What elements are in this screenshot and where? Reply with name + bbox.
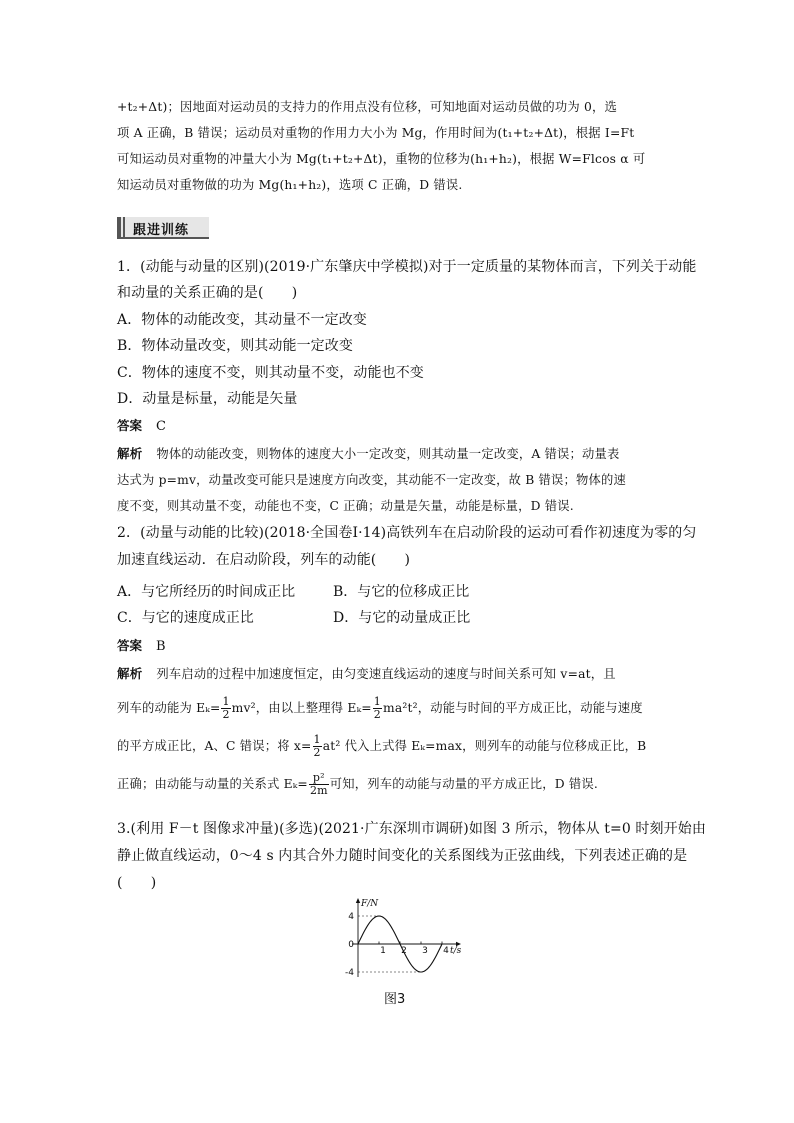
q2-explanation-line-4 [117,772,677,797]
q1-stem-line-1: 1．(动能与动量的区别)(2019·广东肇庆中学模拟)对于一定质量的某物体而言，下列关于动能 [117,259,697,275]
x-tick-label: 2 [401,946,407,956]
q1-explanation-text-1: 物体的动能改变，则物体的速度大小一定改变，则其动量一定改变，A 错误；动量表 [156,447,620,461]
fraction-numerator: 1 [222,695,230,708]
fraction-half [221,696,230,721]
q1-explanation-line-1 [117,445,677,463]
q2-answer-value: B [156,639,166,654]
q1-option-c: C．物体的速度不变，则其动量不变，动能也不变 [117,365,424,381]
q2-exp3-part-a: 的平方成正比，A、C 错误；将 x= [117,739,312,753]
q1-answer-label: 答案 [117,418,143,433]
q2-stem-line-2: 加速直线运动．在启动阶段，列车的动能( ) [117,552,411,568]
q2-explanation-label: 解析 [117,666,143,681]
x-tick-label: 1 [380,946,386,956]
f-t-chart [330,897,470,977]
prev-explanation-line-3: 可知运动员对重物的冲量大小为 Mg(t₁+t₂+Δt)，重物的位移为(h₁+h₂)，根据 W=Flcos α 可 [117,152,646,166]
fraction-denominator: 2 [373,708,381,721]
q3-stem-line-1: 3.(利用 F－t 图像求冲量)(多选)(2021·广东深圳市调研)如图 3 所示，物体从 t=0 时刻开始由 [117,821,706,837]
badge-bar-icon [117,217,121,237]
q2-exp4-part-b: 可知，列车的动能与动量的平方成正比，D 错误. [329,777,598,791]
q2-explanation-line-2 [117,696,677,721]
q2-exp2-part-c: ma²t²，动能与时间的平方成正比，动能与速度 [382,701,643,715]
q2-exp2-part-b: mv²，由以上整理得 Eₖ= [231,701,372,715]
fraction-denominator: 2 [313,746,321,759]
q2-exp3-part-b: at² 代入上式得 Eₖ=max，则列车的动能与位移成正比，B [322,739,647,753]
section-badge [117,217,209,239]
q2-exp2-part-a: 列车的动能为 Eₖ= [117,701,221,715]
q1-answer-value: C [156,419,166,434]
section-title: 跟进训练 [133,223,190,238]
q1-option-b: B．物体动量改变，则其动能一定改变 [117,338,353,354]
prev-explanation-line-1: +t₂+Δt)；因地面对运动员的支持力的作用点没有位移，可知地面对运动员做的功为 0，选 [117,100,618,114]
x-tick-label: 4 [443,946,449,956]
q2-answer [117,637,677,656]
q2-option-b: B．与它的位移成正比 [333,584,470,600]
q1-answer [117,417,677,436]
q2-option-a: A．与它所经历的时间成正比 [117,584,296,600]
q1-explanation-label: 解析 [117,446,143,461]
badge-bar-thin-icon [123,217,125,237]
fraction-numerator: p² [309,772,329,785]
x-tick-label: 3 [422,946,428,956]
q2-answer-label: 答案 [117,638,143,653]
x-axis-label: t/s [450,946,462,956]
y-tick-label: 4 [348,912,354,922]
fraction-numerator: 1 [373,695,381,708]
q2-exp4-part-a: 正确；由动能与动量的关系式 Eₖ= [117,777,308,791]
y-axis-arrow-icon [356,898,360,903]
fraction-p2-over-2m [309,772,329,797]
prev-explanation-line-4: 知运动员对重物做的功为 Mg(h₁+h₂)，选项 C 正确，D 错误. [117,178,463,192]
q2-option-d: D．与它的动量成正比 [333,610,471,626]
q1-explanation-line-3: 度不变，则其动量不变，动能也不变，C 正确；动量是矢量，动能是标量，D 错误. [117,499,574,513]
q2-explanation-text-1: 列车启动的过程中加速度恒定，由匀变速直线运动的速度与时间关系可知 v=at，且 [156,667,616,681]
q2-stem-line-1: 2．(动量与动能的比较)(2018·全国卷Ⅰ·14)高铁列车在启动阶段的运动可看作初速度为零的匀 [117,525,697,541]
q3-stem-line-3: ( ) [117,875,157,891]
y-axis-label: F/N [361,899,379,909]
q3-stem-line-2: 静止做直线运动，0～4 s 内其合外力随时间变化的关系图线为正弦曲线，下列表述正确的是 [117,848,688,864]
q1-option-d: D．动量是标量，动能是矢量 [117,391,298,407]
y-tick-label: 0 [348,940,354,950]
q2-explanation-line-1 [117,665,677,683]
fraction-denominator: 2m [309,784,328,797]
q1-stem-line-2: 和动量的关系正确的是( ) [117,285,298,301]
prev-explanation-line-2: 项 A 正确，B 错误；运动员对重物的作用力大小为 Mg，作用时间为(t₁+t₂+Δt)，根据 I=Ft [117,126,635,140]
y-tick-label: -4 [345,968,354,977]
fraction-numerator: 1 [313,733,321,746]
fraction-half [373,696,382,721]
figure-caption: 图3 [384,992,406,1007]
q1-option-a: A．物体的动能改变，其动量不一定改变 [117,312,367,328]
q2-explanation-line-3 [117,734,677,759]
fraction-half [313,734,322,759]
q2-option-c: C．与它的速度成正比 [117,610,254,626]
q1-explanation-line-2: 达式为 p=mv，动量改变可能只是速度方向改变，其动能不一定改变，故 B 错误；物体的速 [117,473,627,487]
fraction-denominator: 2 [222,708,230,721]
